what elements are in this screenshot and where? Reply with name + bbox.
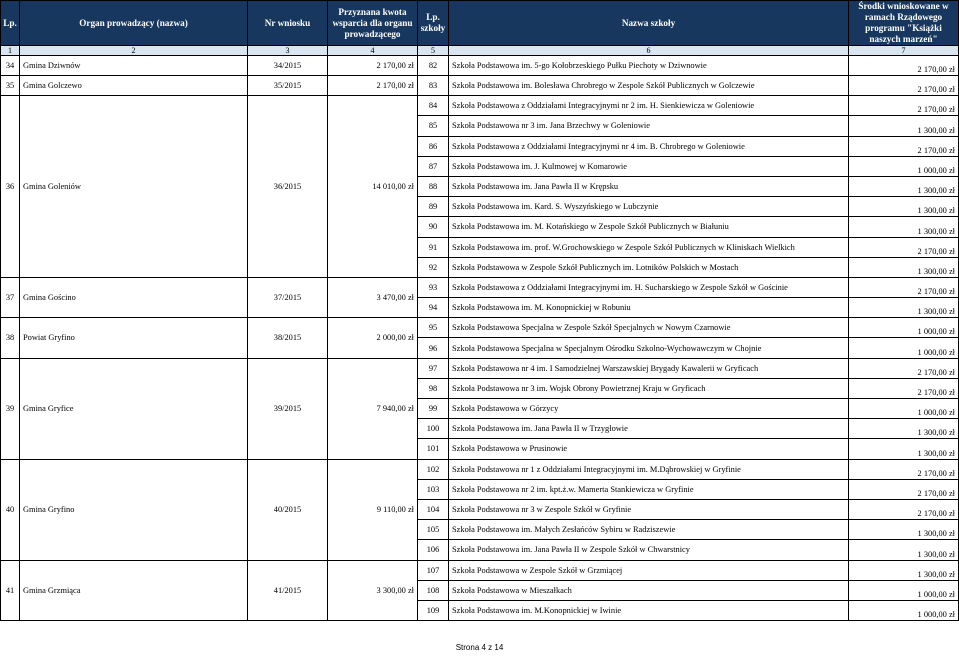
row-school-amount: 1 300,00 zł — [849, 257, 959, 277]
row-organ: Gmina Grzmiąca — [20, 560, 248, 621]
col-number: 5 — [418, 46, 449, 56]
row-school-amount: 1 000,00 zł — [849, 318, 959, 338]
col-header-lp-szkoly: Lp. szkoły — [418, 1, 449, 46]
row-lp: 35 — [1, 76, 20, 96]
row-school-name: Szkoła Podstawowa nr 3 w Zespole Szkół w Gryfinie — [449, 499, 849, 519]
row-school-amount: 1 300,00 zł — [849, 197, 959, 217]
row-school-name: Szkoła Podstawowa Specjalna w Specjalnym Ośrodku Szkolno-Wychowawczym w Chojnie — [449, 338, 849, 358]
row-school-name: Szkoła Podstawowa im. J. Kulmowej w Komarowie — [449, 156, 849, 176]
row-school-lp: 98 — [418, 378, 449, 398]
row-school-amount: 2 170,00 zł — [849, 136, 959, 156]
table-row — [1, 560, 959, 580]
table-row — [1, 318, 959, 338]
row-school-amount: 2 170,00 zł — [849, 378, 959, 398]
col-number: 2 — [20, 46, 248, 56]
row-school-amount: 2 170,00 zł — [849, 96, 959, 116]
row-nr-wniosku: 41/2015 — [248, 560, 328, 621]
table-row — [1, 358, 959, 378]
row-school-lp: 93 — [418, 277, 449, 297]
row-school-lp: 86 — [418, 136, 449, 156]
row-school-amount: 1 000,00 zł — [849, 580, 959, 600]
row-school-name: Szkoła Podstawowa im. Kard. S. Wyszyńskiego w Lubczynie — [449, 197, 849, 217]
col-header-nazwa-szkoly: Nazwa szkoły — [449, 1, 849, 46]
row-school-lp: 100 — [418, 419, 449, 439]
row-school-name: Szkoła Podstawowa nr 3 im. Jana Brzechwy w Goleniowie — [449, 116, 849, 136]
row-school-name: Szkoła Podstawowa im. M.Konopnickiej w Iwinie — [449, 600, 849, 620]
col-number: 4 — [328, 46, 418, 56]
table-row — [1, 56, 959, 76]
row-school-name: Szkoła Podstawowa w Górzycy — [449, 399, 849, 419]
row-school-amount: 2 170,00 zł — [849, 76, 959, 96]
row-school-lp: 106 — [418, 540, 449, 560]
row-school-lp: 108 — [418, 580, 449, 600]
row-organ: Gmina Goleniów — [20, 96, 248, 278]
row-school-amount: 1 300,00 zł — [849, 116, 959, 136]
row-kwota: 2 170,00 zł — [328, 76, 418, 96]
row-school-amount: 1 300,00 zł — [849, 419, 959, 439]
row-school-amount: 1 000,00 zł — [849, 399, 959, 419]
row-school-name: Szkoła Podstawowa Specjalna w Zespole Szkół Specjalnych w Nowym Czarnowie — [449, 318, 849, 338]
header-row — [1, 1, 959, 46]
row-school-name: Szkoła Podstawowa im. M. Kotańskiego w Zespole Szkół Publicznych w Białuniu — [449, 217, 849, 237]
row-kwota: 3 470,00 zł — [328, 277, 418, 317]
row-school-lp: 82 — [418, 56, 449, 76]
row-school-name: Szkoła Podstawowa z Oddziałami Integracyjnymi nr 4 im. B. Chrobrego w Goleniowie — [449, 136, 849, 156]
table-row — [1, 96, 959, 116]
column-number-row — [1, 46, 959, 56]
row-school-name: Szkoła Podstawowa im. 5-go Kołobrzeskiego Pułku Piechoty w Dziwnowie — [449, 56, 849, 76]
row-school-lp: 92 — [418, 257, 449, 277]
row-school-lp: 95 — [418, 318, 449, 338]
table-row — [1, 459, 959, 479]
row-school-amount: 2 170,00 zł — [849, 459, 959, 479]
row-school-name: Szkoła Podstawowa w Mieszałkach — [449, 580, 849, 600]
page-footer: Strona 4 z 14 — [455, 643, 504, 652]
row-school-lp: 103 — [418, 479, 449, 499]
row-school-name: Szkoła Podstawowa im. Jana Pawła II w Zespole Szkół w Chwarstnicy — [449, 540, 849, 560]
row-school-amount: 1 300,00 zł — [849, 298, 959, 318]
row-organ: Powiat Gryfino — [20, 318, 248, 358]
row-school-lp: 104 — [418, 499, 449, 519]
row-school-name: Szkoła Podstawowa nr 2 im. kpt.ż.w. Mamerta Stankiewicza w Gryfinie — [449, 479, 849, 499]
col-header-srodki: Środki wnioskowane w ramach Rządowego programu "Książki naszych marzeń" — [849, 1, 959, 46]
row-lp: 38 — [1, 318, 20, 358]
col-number: 3 — [248, 46, 328, 56]
row-organ: Gmina Golczewo — [20, 76, 248, 96]
col-number: 6 — [449, 46, 849, 56]
row-school-amount: 1 300,00 zł — [849, 560, 959, 580]
col-header-nr-wniosku: Nr wniosku — [248, 1, 328, 46]
col-header-lp: Lp. — [1, 1, 20, 46]
row-kwota: 2 170,00 zł — [328, 56, 418, 76]
row-school-name: Szkoła Podstawowa im. Małych Zesłańców Sybiru w Radziszewie — [449, 520, 849, 540]
row-school-name: Szkoła Podstawowa nr 3 im. Wojsk Obrony Powietrznej Kraju w Gryficach — [449, 378, 849, 398]
row-school-name: Szkoła Podstawowa w Prusinowie — [449, 439, 849, 459]
row-school-lp: 87 — [418, 156, 449, 176]
row-lp: 39 — [1, 358, 20, 459]
row-lp: 40 — [1, 459, 20, 560]
table-body — [1, 56, 959, 621]
row-school-name: Szkoła Podstawowa w Zespole Szkół w Grzmiącej — [449, 560, 849, 580]
row-lp: 37 — [1, 277, 20, 317]
row-school-lp: 99 — [418, 399, 449, 419]
row-organ: Gmina Dziwnów — [20, 56, 248, 76]
row-school-lp: 91 — [418, 237, 449, 257]
row-kwota: 14 010,00 zł — [328, 96, 418, 278]
row-school-amount: 1 300,00 zł — [849, 439, 959, 459]
row-school-amount: 1 000,00 zł — [849, 156, 959, 176]
row-nr-wniosku: 35/2015 — [248, 76, 328, 96]
row-school-lp: 83 — [418, 76, 449, 96]
row-school-amount: 2 170,00 zł — [849, 479, 959, 499]
row-kwota: 3 300,00 zł — [328, 560, 418, 621]
row-school-lp: 102 — [418, 459, 449, 479]
row-school-amount: 1 000,00 zł — [849, 338, 959, 358]
row-lp: 41 — [1, 560, 20, 621]
col-header-organ: Organ prowadzący (nazwa) — [20, 1, 248, 46]
row-school-amount: 2 170,00 zł — [849, 237, 959, 257]
row-school-lp: 101 — [418, 439, 449, 459]
row-kwota: 9 110,00 zł — [328, 459, 418, 560]
row-school-amount: 1 300,00 zł — [849, 217, 959, 237]
row-school-name: Szkoła Podstawowa im. M. Konopnickiej w Robuniu — [449, 298, 849, 318]
row-nr-wniosku: 40/2015 — [248, 459, 328, 560]
row-school-lp: 109 — [418, 600, 449, 620]
row-kwota: 7 940,00 zł — [328, 358, 418, 459]
row-nr-wniosku: 37/2015 — [248, 277, 328, 317]
row-school-name: Szkoła Podstawowa im. prof. W.Grochowskiego w Zespole Szkół Publicznych w Kliniskach Wielkich — [449, 237, 849, 257]
row-school-amount: 1 300,00 zł — [849, 540, 959, 560]
col-number: 7 — [849, 46, 959, 56]
row-nr-wniosku: 39/2015 — [248, 358, 328, 459]
row-school-name: Szkoła Podstawowa nr 1 z Oddziałami Integracyjnymi im. M.Dąbrowskiej w Gryfinie — [449, 459, 849, 479]
row-lp: 36 — [1, 96, 20, 278]
row-school-amount: 1 000,00 zł — [849, 600, 959, 620]
row-school-name: Szkoła Podstawowa im. Jana Pawła II w Krępsku — [449, 176, 849, 196]
row-nr-wniosku: 34/2015 — [248, 56, 328, 76]
row-organ: Gmina Gryfino — [20, 459, 248, 560]
table-row — [1, 277, 959, 297]
row-school-lp: 105 — [418, 520, 449, 540]
row-school-lp: 107 — [418, 560, 449, 580]
row-organ: Gmina Gościno — [20, 277, 248, 317]
row-nr-wniosku: 38/2015 — [248, 318, 328, 358]
row-school-lp: 96 — [418, 338, 449, 358]
row-school-name: Szkoła Podstawowa w Zespole Szkół Publicznych im. Lotników Polskich w Mostach — [449, 257, 849, 277]
row-school-amount: 2 170,00 zł — [849, 277, 959, 297]
row-school-name: Szkoła Podstawowa im. Bolesława Chrobrego w Zespole Szkół Publicznych w Golczewie — [449, 76, 849, 96]
row-school-lp: 84 — [418, 96, 449, 116]
row-kwota: 2 000,00 zł — [328, 318, 418, 358]
row-school-name: Szkoła Podstawowa nr 4 im. I Samodzielnej Warszawskiej Brygady Kawalerii w Gryficach — [449, 358, 849, 378]
row-lp: 34 — [1, 56, 20, 76]
row-school-lp: 89 — [418, 197, 449, 217]
row-school-amount: 2 170,00 zł — [849, 358, 959, 378]
row-school-amount: 2 170,00 zł — [849, 56, 959, 76]
row-school-amount: 1 300,00 zł — [849, 520, 959, 540]
row-school-lp: 90 — [418, 217, 449, 237]
row-school-lp: 88 — [418, 176, 449, 196]
table-row — [1, 76, 959, 96]
row-school-amount: 1 300,00 zł — [849, 176, 959, 196]
col-number: 1 — [1, 46, 20, 56]
row-school-name: Szkoła Podstawowa z Oddziałami Integracyjnymi im. H. Sucharskiego w Zespole Szkół w Gościnie — [449, 277, 849, 297]
row-school-name: Szkoła Podstawowa im. Jana Pawła II w Trzygłowie — [449, 419, 849, 439]
row-school-lp: 85 — [418, 116, 449, 136]
row-school-name: Szkoła Podstawowa z Oddziałami Integracyjnymi nr 2 im. H. Sienkiewicza w Goleniowie — [449, 96, 849, 116]
row-organ: Gmina Gryfice — [20, 358, 248, 459]
row-school-lp: 94 — [418, 298, 449, 318]
col-header-kwota: Przyznana kwota wsparcia dla organu prowadzącego — [328, 1, 418, 46]
row-school-lp: 97 — [418, 358, 449, 378]
row-nr-wniosku: 36/2015 — [248, 96, 328, 278]
row-school-amount: 2 170,00 zł — [849, 499, 959, 519]
